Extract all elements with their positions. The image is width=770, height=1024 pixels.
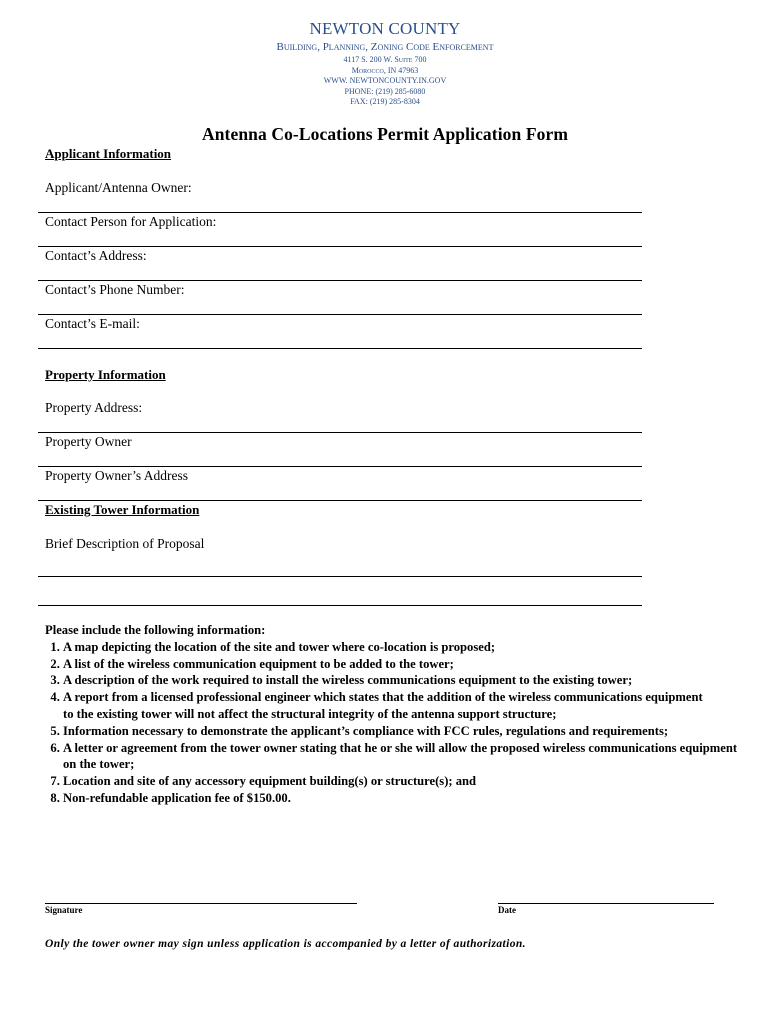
website: WWW. NEWTONCOUNTY.IN.GOV xyxy=(323,76,447,85)
proposal-description-line-2[interactable] xyxy=(38,605,642,606)
letterhead xyxy=(0,18,770,108)
signature-line[interactable] xyxy=(45,903,357,904)
requirement-item: 5. Information necessary to demonstrate the applicant’s compliance with FCC rules, regulations and requirements; xyxy=(63,723,745,740)
tower-section-heading: Existing Tower Information xyxy=(45,502,200,517)
requirement-item: 3. A description of the work required to install the wireless communications equipment to the existing tower; xyxy=(63,672,745,689)
requirement-item: 2. A list of the wireless communication equipment to be added to the tower; xyxy=(63,656,745,673)
address-line-1: 4117 S. 200 W. Suite 700 xyxy=(343,55,427,64)
address-line-2: Morocco, IN 47963 xyxy=(351,65,419,75)
requirements-intro: Please include the following information: xyxy=(45,623,266,637)
property-owner-line[interactable] xyxy=(38,466,642,467)
property-owner-label: Property Owner xyxy=(45,434,132,449)
footer-note: Only the tower owner may sign unless application is accompanied by a letter of authorization. xyxy=(45,938,526,950)
form-title: Antenna Co-Locations Permit Application Form xyxy=(201,124,569,144)
requirement-item: 6. A letter or agreement from the tower owner stating that he or she will allow the proposed wireless communications equipment on the tower; xyxy=(63,740,745,774)
property-section-heading: Property Information xyxy=(45,367,166,382)
property-owner-address-label: Property Owner’s Address xyxy=(45,468,188,483)
applicant-section-heading: Applicant Information xyxy=(45,146,172,161)
applicant-owner-label: Applicant/Antenna Owner: xyxy=(45,180,192,195)
contact-address-line[interactable] xyxy=(38,280,642,281)
requirements-block xyxy=(45,622,745,807)
proposal-description-line-1[interactable] xyxy=(38,576,642,577)
contact-phone-label: Contact’s Phone Number: xyxy=(45,282,185,297)
contact-person-line[interactable] xyxy=(38,246,642,247)
date-line[interactable] xyxy=(498,903,714,904)
contact-email-label: Contact’s E-mail: xyxy=(45,316,140,331)
requirement-item: 7. Location and site of any accessory equipment building(s) or structure(s); and xyxy=(63,773,745,790)
signature-label: Signature xyxy=(45,905,83,915)
date-label: Date xyxy=(498,905,516,915)
phone: PHONE: (219) 285-6080 xyxy=(344,86,426,96)
requirements-list xyxy=(45,639,745,807)
contact-phone-line[interactable] xyxy=(38,314,642,315)
property-address-label: Property Address: xyxy=(45,400,143,415)
contact-email-line[interactable] xyxy=(38,348,642,349)
proposal-description-label: Brief Description of Proposal xyxy=(45,536,205,551)
department-name: Building, Planning, Zoning Code Enforcement xyxy=(276,41,494,53)
property-owner-address-line[interactable] xyxy=(38,500,642,501)
contact-address-label: Contact’s Address: xyxy=(45,248,147,263)
fax: FAX: (219) 285-8304 xyxy=(350,97,420,106)
requirement-item: 8. Non-refundable application fee of $150.00. xyxy=(63,790,745,807)
applicant-owner-line[interactable] xyxy=(38,212,642,213)
contact-person-label: Contact Person for Application: xyxy=(45,214,217,229)
requirement-item: 1. A map depicting the location of the site and tower where co-location is proposed; xyxy=(63,639,745,656)
property-address-line[interactable] xyxy=(38,432,642,433)
county-name: NEWTON COUNTY xyxy=(309,19,461,38)
requirement-item: 4. A report from a licensed professional engineer which states that the addition of the wireless communications equipment to the existing tower will not affect the structural integrity of the antenna support structure; xyxy=(63,689,745,723)
